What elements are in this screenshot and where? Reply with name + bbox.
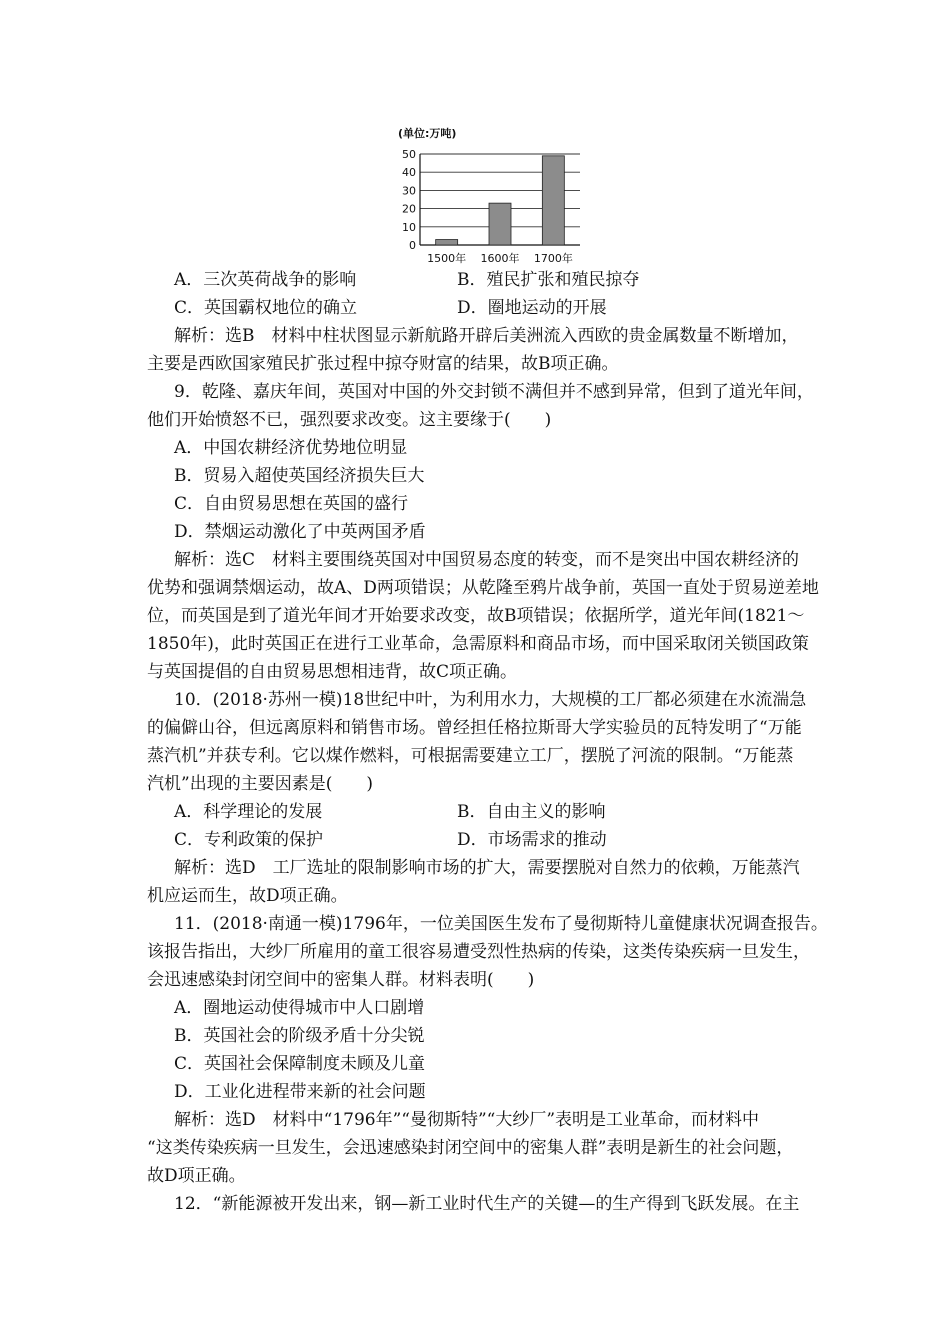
q10-stem-line: 汽机”出现的主要因素是( ) bbox=[147, 774, 373, 794]
q9-option-b: B．贸易入超使英国经济损失巨大 bbox=[174, 466, 425, 486]
q9-analysis-line: 与英国提倡的自由贸易思想相违背，故C项正确。 bbox=[147, 662, 518, 682]
y-tick-label: 30 bbox=[402, 184, 416, 198]
x-tick-label: 1500年 bbox=[427, 252, 467, 265]
q9-analysis-line: 解析：选C 材料主要围绕英国对中国贸易态度的转变，而不是突出中国农耕经济的 bbox=[174, 550, 800, 570]
q11-stem-line: 该报告指出，大纱厂所雇用的童工很容易遭受烈性热病的传染，这类传染疾病一旦发生， bbox=[147, 942, 810, 962]
q10-option-a: A．科学理论的发展 bbox=[174, 802, 323, 822]
q9-stem-line: 9．乾隆、嘉庆年间，英国对中国的外交封锁不满但并不感到异常，但到了道光年间， bbox=[174, 382, 814, 402]
q9-option-d: D．禁烟运动激化了中英两国矛盾 bbox=[174, 522, 426, 542]
q9-option-c: C．自由贸易思想在英国的盛行 bbox=[174, 494, 409, 514]
q11-analysis-line: “这类传染疾病一旦发生，会迅速感染封闭空间中的密集人群”表明是新生的社会问题， bbox=[147, 1138, 794, 1158]
q10-stem-line: 蒸汽机”并获专利。它以煤作燃料，可根据需要建立工厂，摆脱了河流的限制。“万能蒸 bbox=[147, 746, 794, 766]
q10-analysis-line: 解析：选D 工厂选址的限制影响市场的扩大，需要摆脱对自然力的依赖，万能蒸汽 bbox=[174, 858, 800, 878]
q11-analysis-line: 故D项正确。 bbox=[147, 1166, 246, 1186]
bar-1500年 bbox=[436, 240, 458, 245]
q12-stem-line: 12．“新能源被开发出来，钢—新工业时代生产的关键—的生产得到飞跃发展。在主 bbox=[174, 1194, 800, 1214]
bar-1700年 bbox=[542, 156, 564, 245]
q10-stem-line: 的偏僻山谷，但远离原料和销售市场。曾经担任格拉斯哥大学实验员的瓦特发明了“万能 bbox=[147, 718, 802, 738]
q8-option-b: B．殖民扩张和殖民掠夺 bbox=[457, 270, 640, 290]
q10-option-b: B．自由主义的影响 bbox=[457, 802, 606, 822]
q9-analysis-line: 1850年)，此时英国正在进行工业革命，急需原料和商品市场，而中国采取闭关锁国政策 bbox=[147, 634, 809, 654]
q10-analysis-line: 机应运而生，故D项正确。 bbox=[147, 886, 348, 906]
q8-analysis-line: 主要是西欧国家殖民扩张过程中掠夺财富的结果，故B项正确。 bbox=[147, 354, 619, 374]
y-tick-label: 20 bbox=[402, 202, 416, 216]
q9-stem-line: 他们开始愤怒不已，强烈要求改变。这主要缘于( ) bbox=[147, 410, 552, 430]
q9-option-a: A．中国农耕经济优势地位明显 bbox=[174, 438, 408, 458]
y-tick-label: 40 bbox=[402, 166, 416, 180]
bar-1600年 bbox=[489, 203, 511, 245]
q8-option-d: D．圈地运动的开展 bbox=[457, 298, 607, 318]
q11-analysis-line: 解析：选D 材料中“1796年”“曼彻斯特”“大纱厂”表明是工业革命，而材料中 bbox=[174, 1110, 760, 1130]
precious-metal-bar-chart bbox=[380, 124, 590, 274]
chart-unit-label: (单位:万吨) bbox=[398, 127, 457, 140]
q8-analysis-line: 解析：选B 材料中柱状图显示新航路开辟后美洲流入西欧的贵金属数量不断增加， bbox=[174, 326, 799, 346]
q11-stem-line: 11．(2018·南通一模)1796年，一位美国医生发布了曼彻斯特儿童健康状况调查报告。 bbox=[174, 914, 828, 934]
q11-option-b: B．英国社会的阶级矛盾十分尖锐 bbox=[174, 1026, 425, 1046]
x-tick-label: 1600年 bbox=[480, 252, 520, 265]
x-tick-label: 1700年 bbox=[533, 252, 573, 265]
q10-stem-line: 10．(2018·苏州一模)18世纪中叶，为利用水力，大规模的工厂都必须建在水流湍急 bbox=[174, 690, 807, 710]
q11-option-d: D．工业化进程带来新的社会问题 bbox=[174, 1082, 426, 1102]
q8-option-a: A．三次英荷战争的影响 bbox=[174, 270, 357, 290]
q10-option-c: C．专利政策的保护 bbox=[174, 830, 324, 850]
q8-option-c: C．英国霸权地位的确立 bbox=[174, 298, 358, 318]
q9-analysis-line: 位，而英国是到了道光年间才开始要求改变，故B项错误；依据所学，道光年间(1821～ bbox=[147, 606, 805, 626]
y-tick-label: 50 bbox=[402, 148, 416, 161]
q11-option-c: C．英国社会保障制度未顾及儿童 bbox=[174, 1054, 426, 1074]
y-tick-label: 10 bbox=[402, 220, 416, 234]
q10-option-d: D．市场需求的推动 bbox=[457, 830, 607, 850]
q9-analysis-line: 优势和强调禁烟运动，故A、D两项错误；从乾隆至鸦片战争前，英国一直处于贸易逆差地 bbox=[147, 578, 819, 598]
q11-stem-line: 会迅速感染封闭空间中的密集人群。材料表明( ) bbox=[147, 970, 535, 990]
q11-option-a: A．圈地运动使得城市中人口剧增 bbox=[174, 998, 425, 1018]
y-tick-label: 0 bbox=[409, 239, 416, 252]
